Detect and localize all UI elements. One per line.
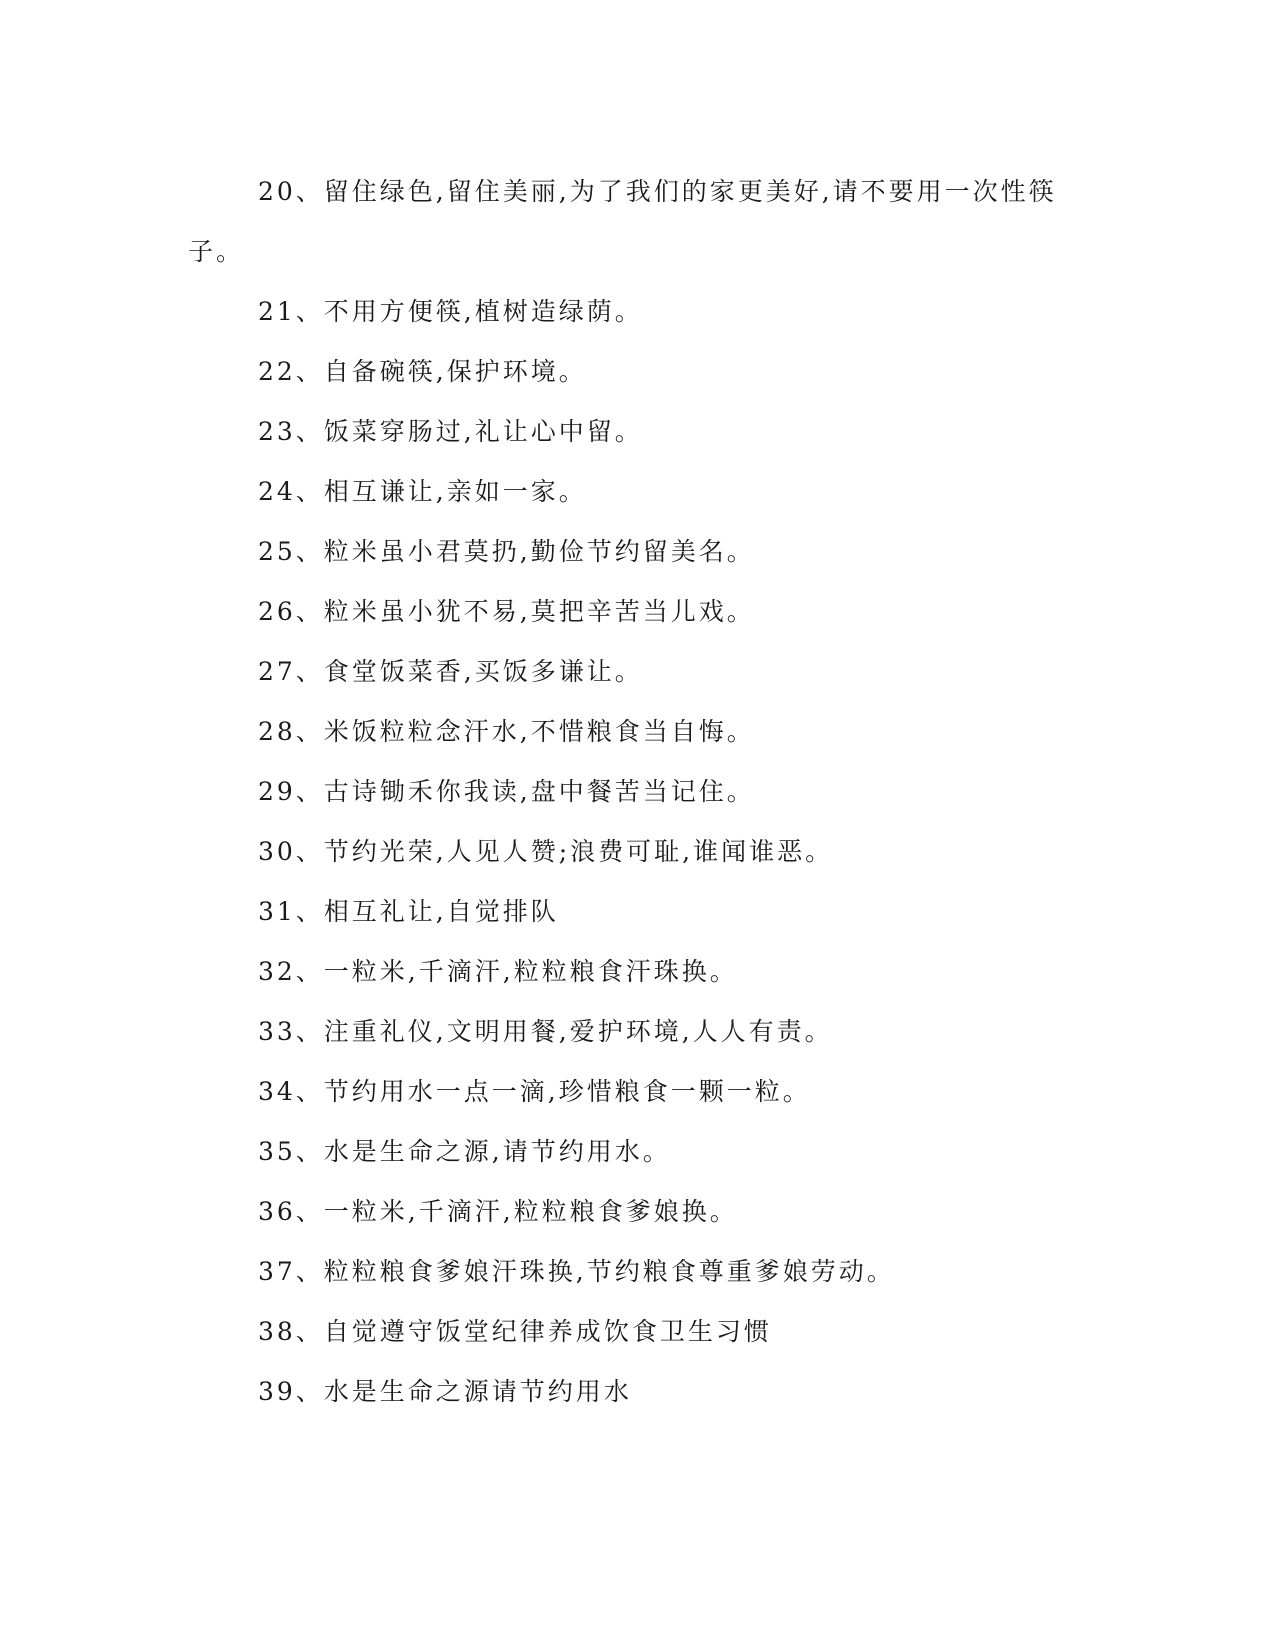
slogan-item: 30、节约光荣,人见人赞;浪费可耻,谁闻谁恶。 [258, 837, 834, 866]
document-body [188, 162, 1068, 1422]
slogan-item: 32、一粒米,千滴汗,粒粒粮食汗珠换。 [258, 957, 738, 986]
slogan-item: 26、粒米虽小犹不易,莫把辛苦当儿戏。 [258, 597, 755, 626]
slogan-item: 27、食堂饭菜香,买饭多谦让。 [258, 657, 643, 686]
slogan-item: 38、自觉遵守饭堂纪律养成饮食卫生习惯 [258, 1317, 772, 1346]
slogan-item: 35、水是生命之源,请节约用水。 [258, 1137, 671, 1166]
slogan-item: 36、一粒米,千滴汗,粒粒粮食爹娘换。 [258, 1197, 738, 1226]
slogan-item: 22、自备碗筷,保护环境。 [258, 357, 587, 386]
slogan-item: 21、不用方便筷,植树造绿荫。 [258, 297, 643, 326]
slogan-item: 24、相互谦让,亲如一家。 [258, 477, 587, 506]
slogan-item: 23、饭菜穿肠过,礼让心中留。 [258, 417, 643, 446]
slogan-item: 34、节约用水一点一滴,珍惜粮食一颗一粒。 [258, 1077, 811, 1106]
slogan-item: 33、注重礼仪,文明用餐,爱护环境,人人有责。 [258, 1017, 833, 1046]
slogan-item: 28、米饭粒粒念汗水,不惜粮食当自悔。 [258, 717, 755, 746]
slogan-item: 20、留住绿色,留住美丽,为了我们的家更美好,请不要用一次性筷子。 [188, 177, 1057, 266]
slogan-item: 37、粒粒粮食爹娘汗珠换,节约粮食尊重爹娘劳动。 [258, 1257, 895, 1286]
slogan-item: 25、粒米虽小君莫扔,勤俭节约留美名。 [258, 537, 755, 566]
slogan-item: 31、相互礼让,自觉排队 [258, 897, 559, 926]
slogan-item: 29、古诗锄禾你我读,盘中餐苦当记住。 [258, 777, 755, 806]
slogan-item: 39、水是生命之源请节约用水 [258, 1377, 632, 1406]
